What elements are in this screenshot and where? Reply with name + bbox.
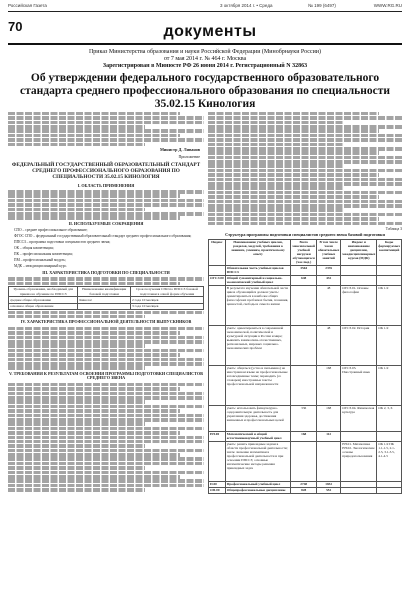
body-text-line — [8, 479, 204, 483]
abbrev-item: МДК – междисциплинарный курс. — [14, 264, 68, 269]
table-header-cell: Всего максимальной учебной нагрузки обучающегося (час./нед.) — [292, 240, 315, 265]
body-text-line — [208, 191, 402, 195]
table-cell — [78, 303, 131, 309]
body-text-line — [208, 169, 402, 173]
body-text-line — [8, 400, 145, 404]
table-cell: 648 — [291, 275, 317, 285]
body-text-line — [8, 457, 204, 461]
body-text-line — [8, 212, 204, 216]
table-cell — [209, 325, 226, 365]
body-text-line — [8, 409, 180, 413]
body-text-line — [8, 405, 204, 409]
table-cell — [209, 365, 226, 405]
body-text-line — [208, 112, 379, 116]
table-row — [9, 303, 204, 309]
abbrev-item: ФГОС СПО – федеральный государственный образовательный стандарт среднего профессионального образования; — [14, 234, 192, 239]
body-text-line — [8, 475, 180, 479]
table-cell: 552 — [317, 487, 341, 493]
abbrev-item: ПК – профессиональная компетенция; — [14, 252, 73, 257]
table-cell: Обязательная часть учебных циклов ППССЗ — [225, 265, 291, 275]
table-cell: 168 — [317, 365, 341, 405]
table-cell: Общий гуманитарный и социально-экономический учебный цикл — [225, 275, 291, 285]
body-text-line — [8, 112, 180, 116]
table-cell: уметь: ориентироваться в современной экономической, политической и культурной ситуации в России и мире; выявлять взаимосвязь отечественных, региональных, мировых социально-экономических проблем — [225, 325, 291, 365]
abbrev-item: СПО – среднее профессиональное образование; — [14, 228, 88, 233]
table-row — [209, 405, 402, 431]
table-cell: 168 — [291, 431, 317, 441]
body-text-line — [208, 173, 379, 177]
table-row — [209, 441, 402, 481]
table-cell: ОК 2, 3, 6 — [377, 405, 402, 431]
body-text-line — [8, 422, 145, 426]
table-row — [209, 265, 402, 275]
order-header — [8, 49, 402, 70]
table-cell — [291, 325, 317, 365]
body-text-line — [8, 471, 204, 475]
table-cell: 336 — [291, 405, 317, 431]
table-cell: ЕН.00 — [209, 431, 226, 441]
table-cell: В результате изучения обязательной части цикла обучающийся должен: уметь: ориентироваться в наиболее общих философских проблемах бытия, познания, ценностей, свободы и смысла жизни — [225, 285, 291, 325]
body-text-line — [208, 195, 379, 199]
table-cell: ЕН.01. Математика ЕН.02. Экологические основы природопользования — [341, 441, 377, 481]
table-cell — [291, 441, 317, 481]
body-text-line — [8, 340, 204, 344]
body-text-line — [8, 358, 204, 362]
body-text-line — [8, 453, 180, 457]
table-cell — [317, 441, 341, 481]
standard-title: ФЕДЕРАЛЬНЫЙ ГОСУДАРСТВЕННЫЙ ОБРАЗОВАТЕЛЬНЫЙ СТАНДАРТ СРЕДНЕГО ПРОФЕССИОНАЛЬНОГО ОБРАЗОВАНИЯ ПО СПЕЦИАЛЬНОСТИ 35.02.15 КИНОЛОГИЯ — [11, 161, 201, 181]
body-text-line — [8, 366, 145, 370]
table-cell — [341, 487, 377, 493]
table-cell — [209, 285, 226, 325]
table-cell: Математический и общий естественнонаучный учебный цикл — [225, 431, 291, 441]
body-text-line — [208, 129, 379, 133]
body-text-line — [208, 164, 344, 168]
left-column — [8, 111, 204, 493]
body-text-line — [208, 121, 344, 125]
order-date: от 7 мая 2014 г. № 464 г. Москва — [163, 56, 247, 62]
section-heading-2: II. ИСПОЛЬЗУЕМЫЕ СОКРАЩЕНИЯ — [68, 220, 144, 226]
minister-signature: Министр Д. Ливанов — [159, 147, 200, 153]
body-text-line — [8, 199, 204, 203]
table-cell: ОГСЭ.00 — [209, 275, 226, 285]
table-cell: 2376 — [317, 265, 341, 275]
body-text-line — [8, 134, 180, 138]
table-header-row — [9, 286, 204, 296]
body-text-line — [8, 414, 204, 418]
body-text-line — [208, 178, 402, 182]
table-cell — [341, 431, 377, 441]
body-text-line — [8, 129, 204, 133]
issue-number: № 199 (6497) — [308, 3, 336, 8]
table-cell: 828 — [291, 487, 317, 493]
body-text-line — [208, 143, 344, 147]
table-cell — [341, 265, 377, 275]
body-text-line — [8, 116, 204, 120]
table-cell: 112 — [317, 431, 341, 441]
body-text-line — [8, 440, 204, 444]
table-cell: П.00 — [209, 481, 226, 487]
appendix-label: Приложение — [178, 153, 200, 159]
table-cell: 168 — [317, 405, 341, 431]
paper-name: Российская Газета — [8, 3, 47, 8]
body-text-line — [8, 466, 145, 470]
table-cell — [291, 365, 317, 405]
table-cell: ОГСЭ.02. История — [341, 325, 377, 365]
table-cell: 3564 — [291, 265, 317, 275]
table-cell — [291, 285, 317, 325]
table-header-cell: Коды формируемых компетенций — [377, 239, 402, 265]
body-text-line — [8, 484, 204, 488]
article-headline: Об утверждении федерального государственного образовательного стандарта среднего профессионального образования по специальности 35.02.15 Кинология — [19, 72, 390, 110]
table-cell: 48 — [317, 325, 341, 365]
body-text-line — [8, 143, 145, 147]
body-text-line — [8, 387, 180, 391]
body-text-line — [8, 208, 145, 212]
table-cell: среднее общее образование — [9, 297, 78, 303]
body-text-line — [8, 311, 204, 315]
table-cell — [377, 431, 402, 441]
table-cell: 48 — [317, 285, 341, 325]
table-row — [209, 285, 402, 325]
table-cell: 2748 — [291, 481, 317, 487]
table-row — [209, 487, 402, 493]
table-cell — [377, 275, 402, 285]
body-text-line — [8, 277, 204, 281]
abbrev-item: ОК – общая компетенция; — [14, 246, 54, 251]
page-number: 70 — [8, 19, 23, 34]
table-header-cell: Индекс и наименование дисциплин, междисциплинарных курсов (МДК) — [341, 239, 377, 265]
table-cell: 1832 — [317, 481, 341, 487]
table-cell: уметь: использовать физкультурно-оздоровительную деятельность для укрепления здоровья, достижения жизненных и профессиональных целей — [225, 405, 291, 431]
masthead — [8, 3, 402, 11]
table-cell — [209, 405, 226, 431]
table-cell: Профессиональный учебный цикл — [225, 481, 291, 487]
table-cell — [209, 441, 226, 481]
body-text-line — [208, 156, 402, 160]
table-header-cell: Срок получения СПО по ППССЗ базовой подготовки в очной форме обучения — [131, 286, 204, 296]
body-text-line — [8, 327, 204, 331]
body-text-line — [8, 349, 204, 353]
table-cell: уметь: общаться (устно и письменно) на иностранном языке на профессиональные и повседневные темы; переводить (со словарем) иностранные тексты профессиональной направленности — [225, 365, 291, 405]
body-text-line — [8, 125, 145, 129]
body-text-line — [208, 217, 379, 221]
section-heading-1: I. ОБЛАСТЬ ПРИМЕНЕНИЯ — [77, 182, 135, 188]
body-text-line — [208, 213, 402, 217]
body-text-line — [8, 427, 204, 431]
table-header-row — [209, 239, 402, 265]
body-text-line — [8, 315, 145, 319]
table-cell: Кинолог — [78, 297, 131, 303]
body-text-line — [8, 138, 204, 142]
table-cell: ОП.00 — [209, 487, 226, 493]
table-header-cell: В том числе часов обязательных учебных занятий — [317, 239, 341, 265]
body-text-line — [8, 488, 145, 492]
section-rubric: документы — [163, 23, 257, 40]
body-text-line — [8, 331, 180, 335]
body-text-line — [8, 418, 204, 422]
site-link[interactable]: WWW.RG.RU — [373, 3, 402, 8]
table-row — [209, 365, 402, 405]
body-text-line — [208, 138, 402, 142]
section-heading-4: IV. ХАРАКТЕРИСТИКА ПРОФЕССИОНАЛЬНОЙ ДЕЯТЕЛЬНОСТИ ВЫПУСКНИКОВ — [20, 319, 192, 325]
curriculum-table — [208, 239, 402, 494]
table-cell — [341, 275, 377, 285]
body-text-line — [208, 204, 402, 208]
body-text-line — [208, 222, 402, 226]
table-header-cell: Уровень образования, необходимый для приема на обучение по ППССЗ — [9, 286, 78, 296]
body-text-line — [8, 282, 180, 286]
body-text-line — [8, 444, 145, 448]
masthead-divider — [8, 11, 402, 12]
table-cell: ОГСЭ.04. Физическая культура — [341, 405, 377, 431]
body-text-line — [208, 151, 379, 155]
table-cell: ОК 1-9 — [377, 285, 402, 325]
table-cell — [377, 265, 402, 275]
table-cell — [209, 265, 226, 275]
table-header-cell: Индекс — [209, 239, 226, 265]
body-text-line — [8, 190, 204, 194]
table-cell — [377, 487, 402, 493]
table-row — [209, 325, 402, 365]
body-text-line — [208, 182, 402, 186]
curriculum-table-body — [209, 265, 402, 493]
table-cell: ОК 1-9 ПК 1.1-1.5, 2.1-2.5, 3.1-3.5, 4.1-4.5 — [377, 441, 402, 481]
table-cell: ОГСЭ.01. Основы философии — [341, 285, 377, 325]
body-text-line — [208, 147, 402, 151]
table-cell: ОК 1-9 — [377, 365, 402, 405]
rubric-divider — [8, 43, 402, 45]
table-cell: уметь: решать прикладные задачи в области профессиональной деятельности; знать: значение математики в профессиональной деятельности и при освоении ППССЗ; основные математические методы решения прикладных задач — [225, 441, 291, 481]
body-text-line — [8, 121, 204, 125]
table-cell: ОГСЭ.03. Иностранный язык — [341, 365, 377, 405]
body-text-line — [8, 353, 180, 357]
body-text-line — [8, 392, 204, 396]
body-text-line — [8, 203, 204, 207]
body-text-line — [8, 383, 204, 387]
body-text-line — [8, 462, 204, 466]
section-heading-5: V. ТРЕБОВАНИЯ К РЕЗУЛЬТАТАМ ОСВОЕНИЯ ПРОГРАММЫ ПОДГОТОВКИ СПЕЦИАЛИСТОВ СРЕДНЕГО ЗВЕНА — [9, 371, 203, 381]
body-text-line — [208, 186, 344, 190]
body-text-line — [208, 200, 402, 204]
table-header-cell: Наименование квалификации базовой подготовки — [78, 286, 131, 296]
order-issuer: Приказ Министерства образования и науки Российской Федерации (Минобрнауки России) — [88, 49, 322, 55]
body-text-line — [208, 125, 402, 129]
issue-date: 3 октября 2014 г. • Среда — [220, 3, 273, 8]
body-text-line — [8, 362, 204, 366]
body-text-line — [8, 449, 204, 453]
section-heading-3: III. ХАРАКТЕРИСТИКА ПОДГОТОВКИ ПО СПЕЦИАЛЬНОСТИ — [42, 269, 170, 275]
table-cell: 3 года 10 месяцев — [131, 303, 204, 309]
body-text-line — [8, 344, 145, 348]
table-cell: основное общее образование — [9, 303, 78, 309]
table-cell: ОК 1-9 — [377, 325, 402, 365]
body-text-line — [8, 396, 204, 400]
table-row — [209, 275, 402, 285]
abbrev-item: ППССЗ – программа подготовки специалистов среднего звена; — [14, 240, 111, 245]
body-text-line — [208, 116, 402, 120]
body-text-line — [208, 160, 402, 164]
body-text-line — [8, 194, 180, 198]
table-title: Структура программы подготовки специалистов среднего звена базовой подготовки — [225, 231, 385, 237]
right-column — [208, 111, 402, 494]
table-header-cell: Наименование учебных циклов, разделов, модулей, требования к знаниям, умениям, практическому опыту — [225, 239, 291, 265]
study-duration-table — [8, 286, 204, 310]
abbrev-item: ПМ – профессиональный модуль; — [14, 258, 66, 263]
body-text-line — [8, 336, 204, 340]
order-registration: Зарегистрирован в Минюсте РФ 26 июня 2014 г. Регистрационный N 32863 — [102, 63, 308, 69]
table-cell: 2 года 10 месяцев — [131, 297, 204, 303]
table-row — [209, 431, 402, 441]
body-text-line — [8, 431, 180, 435]
table-caption: Таблица 3 — [385, 227, 402, 232]
body-text-line — [208, 208, 344, 212]
body-text-line — [8, 216, 180, 220]
body-text-line — [8, 436, 204, 440]
table-cell: Общепрофессиональные дисциплины — [225, 487, 291, 493]
body-text-line — [208, 134, 402, 138]
table-cell: 432 — [317, 275, 341, 285]
